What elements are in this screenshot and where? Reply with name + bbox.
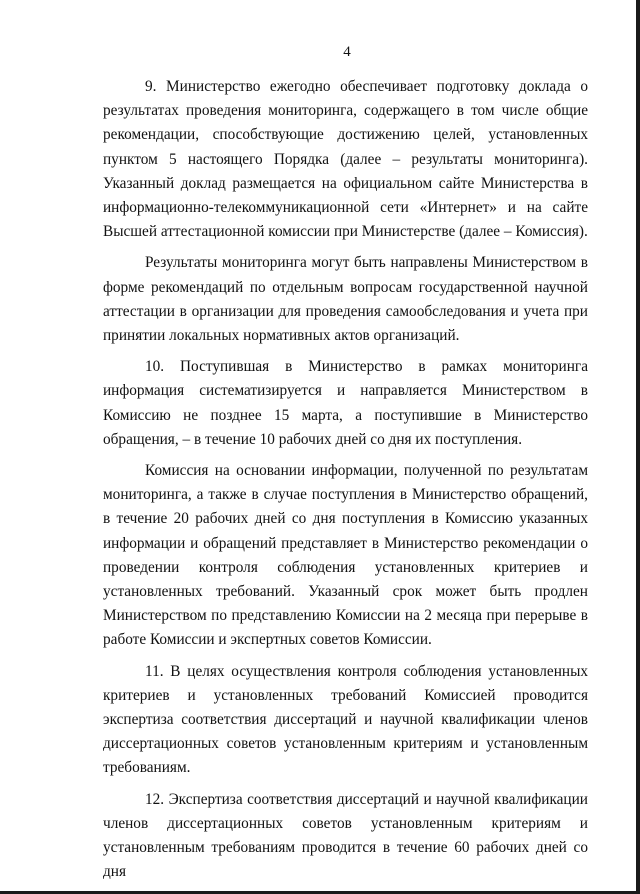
paragraph-commission: Комиссия на основании информации, полученной по результатам мониторинга, а также в случае поступления в Министерство обращений, в течение 20 рабочих дней со дня поступления в Комиссию указанных информации и обращений представляет в Министерство рекомендации о проведении контроля соблюдения установленных критериев и установленных требований. Указанный срок может быть продлен Министерством по представлению Комиссии на 2 месяца при перерыве в работе Комиссии и экспертных советов Комиссии. <box>103 462 588 649</box>
paragraph-12: 12. Экспертиза соответствия диссертаций и научной квалификации членов диссертационных советов установленным критериям и установленным требованиям проводится в течение 60 рабочих дней со дня <box>103 790 588 881</box>
scan-edge-right <box>636 0 640 894</box>
paragraph-monitoring-results: Результаты мониторинга могут быть направлены Министерством в форме рекомендаций по отдельным вопросам государственной научной аттестации в организации для проведения самообследования и учета при принятии локальных нормативных актов организаций. <box>103 254 588 345</box>
page-number: 4 <box>343 44 351 60</box>
paragraph-9: 9. Министерство ежегодно обеспечивает подготовку доклада о результатах проведения мониторинга, содержащего в том числе общие рекомендации, способствующие достижению целей, установленных пунктом 5 настоящего Порядка (далее – результаты мониторинга). Указанный доклад размещается на официальном сайте Министерства в информационно-телекоммуникационной сети «Интернет» и на сайте Высшей аттестационной комиссии при Министерстве (далее – Комиссия). <box>103 78 588 241</box>
paragraph-10: 10. Поступившая в Министерство в рамках мониторинга информация систематизируется и направляется Министерством в Комиссию не позднее 15 марта, а поступившие в Министерство обращения, – в течение 10 рабочих дней со дня их поступления. <box>103 358 588 448</box>
document-body <box>103 75 588 892</box>
paragraph-11: 11. В целях осуществления контроля соблюдения установленных критериев и установленных требований Комиссией проводится экспертиза соответствия диссертаций и научной квалификации членов диссертационных советов установленным критериям и установленным требованиям. <box>103 662 588 777</box>
